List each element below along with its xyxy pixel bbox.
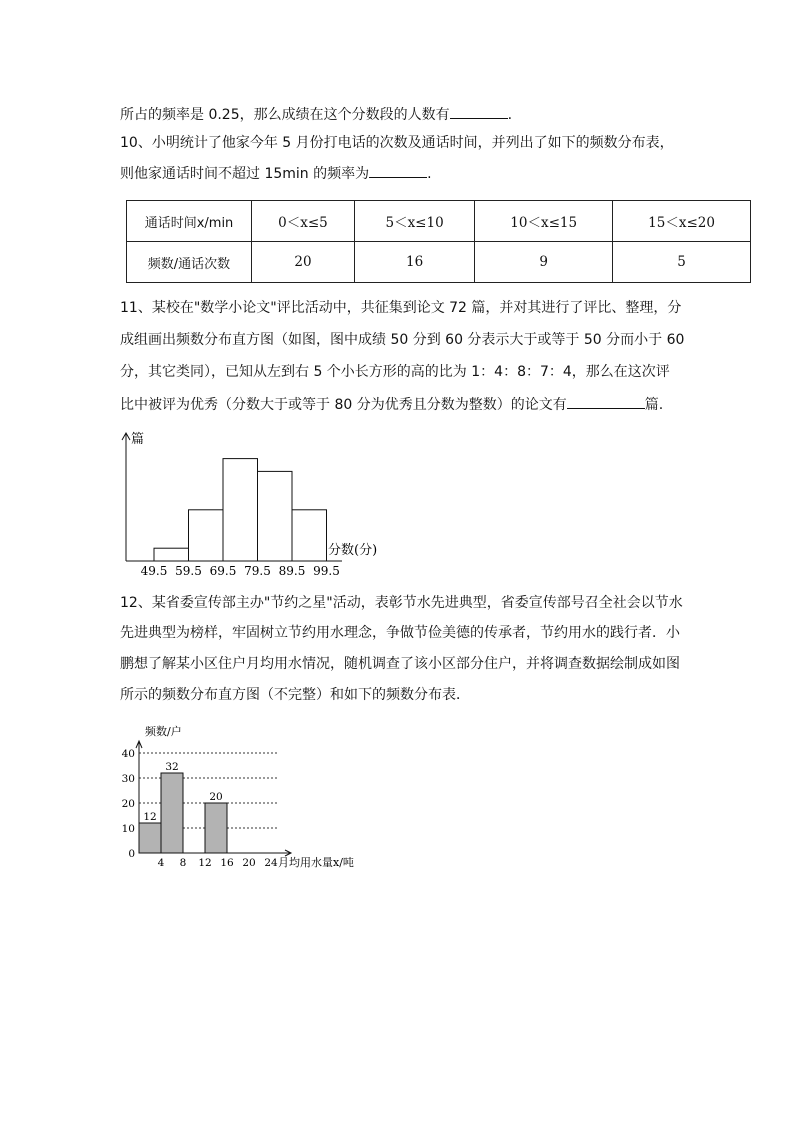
chart2-bars [139, 761, 227, 853]
water-usage-histogram [115, 722, 375, 872]
table-cell: 0＜x≤5 [252, 201, 355, 242]
q10-answer-blank[interactable] [369, 163, 427, 178]
chart2-x-tick-label: 20 [242, 857, 256, 869]
table-cell: 频数/通话次数 [127, 242, 252, 283]
chart2-x-tick-label: 12 [198, 857, 212, 869]
chart2-y-tick-label: 10 [121, 823, 135, 835]
chart2-value-label: 32 [165, 761, 179, 773]
q9-tail-line: 所占的频率是 0.25，那么成绩在这个分数段的人数有 . [120, 104, 512, 125]
chart1-x-tick-label: 79.5 [244, 564, 271, 578]
chart2-y-tick-label: 20 [121, 798, 135, 810]
q11-line-2: 成组画出频数分布直方图（如图，图中成绩 50 分到 60 分表示大于或等于 50 分而小于 60 [120, 332, 685, 348]
q11-line-4: 比中被评为优秀（分数大于或等于 80 分为优秀且分数为整数）的论文有 篇. [120, 394, 663, 415]
chart2-x-tick-label: 16 [220, 857, 234, 869]
q9-answer-blank[interactable] [450, 104, 508, 119]
chart2-y-tick-label: 40 [121, 748, 135, 760]
table-cell: 9 [475, 242, 613, 283]
chart2-x-label: 月均用水量x/吨 [278, 856, 354, 869]
q12-line-4: 所示的频数分布直方图（不完整）和如下的频数分布表． [120, 687, 470, 703]
table-cell: 16 [354, 242, 474, 283]
chart1-bar [154, 548, 189, 561]
chart1-x-label: 分数(分) [328, 543, 378, 558]
chart1-y-label: 篇 [131, 432, 145, 447]
chart1-x-tick-label: 99.5 [313, 564, 340, 578]
chart2-bar [139, 823, 161, 853]
chart1-ticks [141, 564, 340, 578]
chart2-x-tick-label: 24 [264, 857, 278, 869]
table-cell: 10＜x≤15 [475, 201, 613, 242]
chart1-bar [223, 459, 258, 561]
q12-line-1: 12、某省委宣传部主办"节约之星"活动，表彰节水先进典型，省委宣传部号召全社会以节水 [120, 595, 683, 611]
chart1-x-tick-label: 69.5 [209, 564, 237, 578]
chart2-x-tick-label: 4 [157, 857, 165, 869]
call-frequency-table [126, 200, 751, 283]
chart2-y-label: 频数/户 [145, 725, 182, 738]
table-row [127, 242, 751, 283]
paper-score-histogram [110, 425, 400, 578]
chart2-bar [205, 803, 227, 853]
table-cell: 20 [252, 242, 355, 283]
chart2-bar [161, 773, 183, 853]
chart2-y-tick-label: 0 [128, 848, 135, 860]
chart2-x-tick-label: 8 [179, 857, 187, 869]
q12-line-2: 先进典型为榜样，牢固树立节约用水理念，争做节俭美德的传承者，节约用水的践行者．小 [120, 625, 680, 641]
chart1-bars [154, 459, 327, 561]
q12-line-3: 鹏想了解某小区住户月均用水情况，随机调查了该小区部分住户，并将调查数据绘制成如图 [120, 656, 680, 672]
q10-line-1: 10、小明统计了他家今年 5 月份打电话的次数及通话时间，并列出了如下的频数分布表， [120, 135, 674, 151]
chart1-x-tick-label: 89.5 [278, 564, 306, 578]
q9-tail-text: 所占的频率是 0.25，那么成绩在这个分数段的人数有 [120, 107, 450, 123]
table-cell: 通话时间x/min [127, 201, 252, 242]
chart1-x-tick-label: 59.5 [175, 564, 202, 578]
table-row [127, 201, 751, 242]
chart1-bar [189, 510, 224, 561]
chart2-value-label: 12 [143, 811, 157, 823]
table-cell: 5＜x≤10 [354, 201, 474, 242]
chart1-x-tick-label: 49.5 [140, 564, 168, 578]
chart2-value-label: 20 [209, 791, 223, 803]
q10-line-2: 则他家通话时间不超过 15min 的频率为 . [120, 163, 432, 184]
q11-line-3: 分，其它类同），已知从左到右 5 个小长方形的高的比为 1：4：8：7：4，那么在这次评 [120, 364, 670, 380]
table-cell: 15＜x≤20 [613, 201, 751, 242]
chart1-bar [292, 510, 327, 561]
chart1-bar [258, 471, 293, 561]
chart2-y-tick-label: 30 [121, 773, 135, 785]
table-cell: 5 [613, 242, 751, 283]
q11-line-1: 11、某校在"数学小论文"评比活动中，共征集到论文 72 篇，并对其进行了评比、整理，分 [120, 300, 682, 316]
q11-answer-blank[interactable] [567, 394, 645, 409]
